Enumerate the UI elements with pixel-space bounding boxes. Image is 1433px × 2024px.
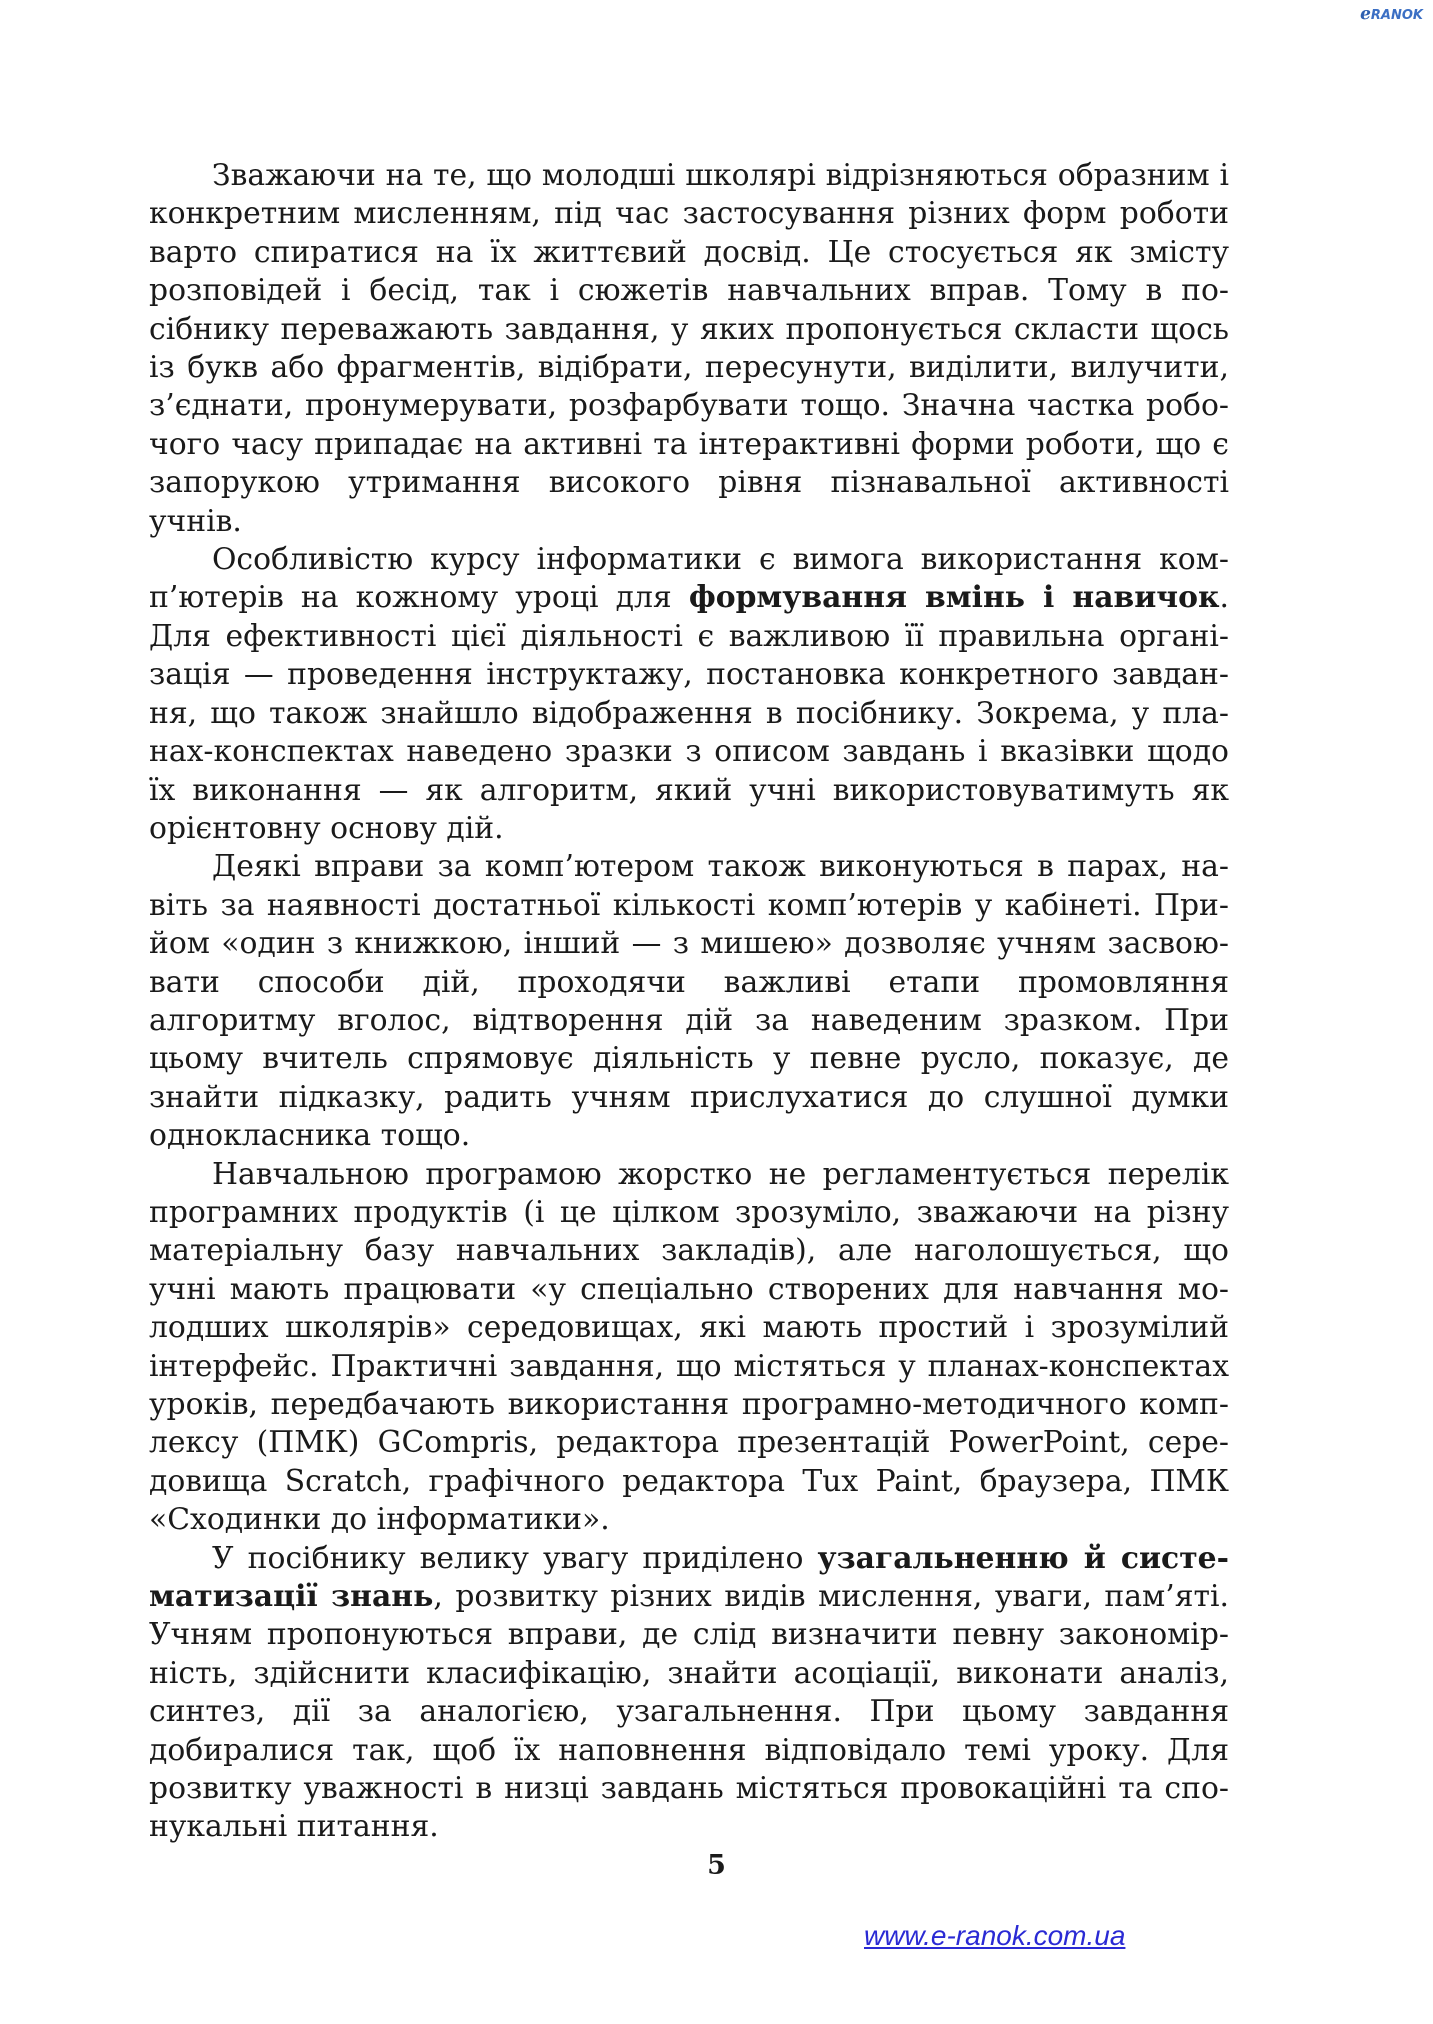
page-body: [149, 157, 1229, 1847]
paragraph-5-text-a: У посібнику велику увагу приділено: [212, 1540, 818, 1576]
website-link[interactable]: www.e-ranok.com.ua: [864, 1920, 1126, 1951]
paragraph-3: [149, 848, 1229, 1155]
paragraph-2-text-b: . Для ефективності цієї діяльності є важливою її правильна організація — проведення інструктажу, постановка конкретного завдання, що також знайшло відображення в посібнику. Зокрема, у планах-конспектах наведено зразки з описом завдань і вказівки щодо їх виконання — як алгоритм, який учні використовуватимуть як орієнтовну основу дій.: [149, 580, 1229, 846]
page-number: 5: [707, 1850, 726, 1881]
paragraph-4-text: Навчальною програмою жорстко не регламентується перелік програмних продуктів (і це цілком зрозуміло, зважаючи на різну матеріальну базу навчальних закладів), але наголошується, що учні мають працювати «у спеціально створених для навчання молодших школярів» середовищах, які мають простий і зрозумілий інтерфейс. Практичні завдання, що містяться у планах-конспектах уроків, передбачають використання програмно-методичного комплексу (ПМК) GCompris, редактора презентацій PowerPoint, середовища Scratch, графічного редактора Tux Paint, браузера, ПМК «Сходинки до інформатики».: [149, 1156, 1229, 1538]
paragraph-5-emphasis: узагальненню й систематизації знань: [149, 1540, 1229, 1615]
paragraph-2: [149, 541, 1229, 848]
paragraph-1: [149, 157, 1229, 541]
paragraph-4: [149, 1156, 1229, 1540]
paragraph-2-text-a: Особливістю курсу інформатики є вимога використання комп’ютерів на кожному уроці для: [149, 542, 1229, 616]
publisher-logo: [1360, 4, 1423, 24]
paragraph-5-text-b: , розвитку різних видів мислення, уваги, пам’яті. Учням пропонуються вправи, де слід визначити певну закономірність, здійснити класифікацію, знайти асоціації, виконати аналіз, синтез, дії за аналогією, узагальнення. При цьому завдання добиралися так, щоб їх наповнення відповідало темі уроку. Для розвитку уважності в низці завдань містяться провокаційні та спонукальні питання.: [149, 1579, 1229, 1845]
paragraph-5: [149, 1540, 1229, 1847]
logo-text: RANOK: [1370, 8, 1423, 23]
paragraph-2-emphasis: формування вмінь і навичок: [688, 580, 1220, 616]
e-logo-icon: ℯ: [1360, 4, 1371, 24]
paragraph-1-text: Зважаючи на те, що молодші школярі відрізняються образним і конкретним мисленням, під час застосування різних форм роботи варто спиратися на їх життєвий досвід. Це стосується як змісту розповідей і бесід, так і сюжетів навчальних вправ. Тому в посібнику переважають завдання, у яких пропонується скласти щось із букв або фрагментів, відібрати, пересунути, виділити, вилучити, з’єднати, пронумерувати, розфарбувати тощо. Значна частка робочого часу припадає на активні та інтерактивні форми роботи, що є запорукою утримання високого рівня пізнавальної активності учнів.: [149, 158, 1229, 539]
paragraph-3-text: Деякі вправи за комп’ютером також виконуються в парах, навіть за наявності достатньої кількості комп’ютерів у кабінеті. Прийом «один з книжкою, інший — з мишею» дозволяє учням засвоювати способи дій, проходячи важливі етапи промовляння алгоритму вголос, відтворення дій за наведеним зразком. При цьому вчитель спрямовує діяльність у певне русло, показує, де знайти підказку, радить учням прислухатися до слушної думки однокласника тощо.: [149, 849, 1229, 1154]
